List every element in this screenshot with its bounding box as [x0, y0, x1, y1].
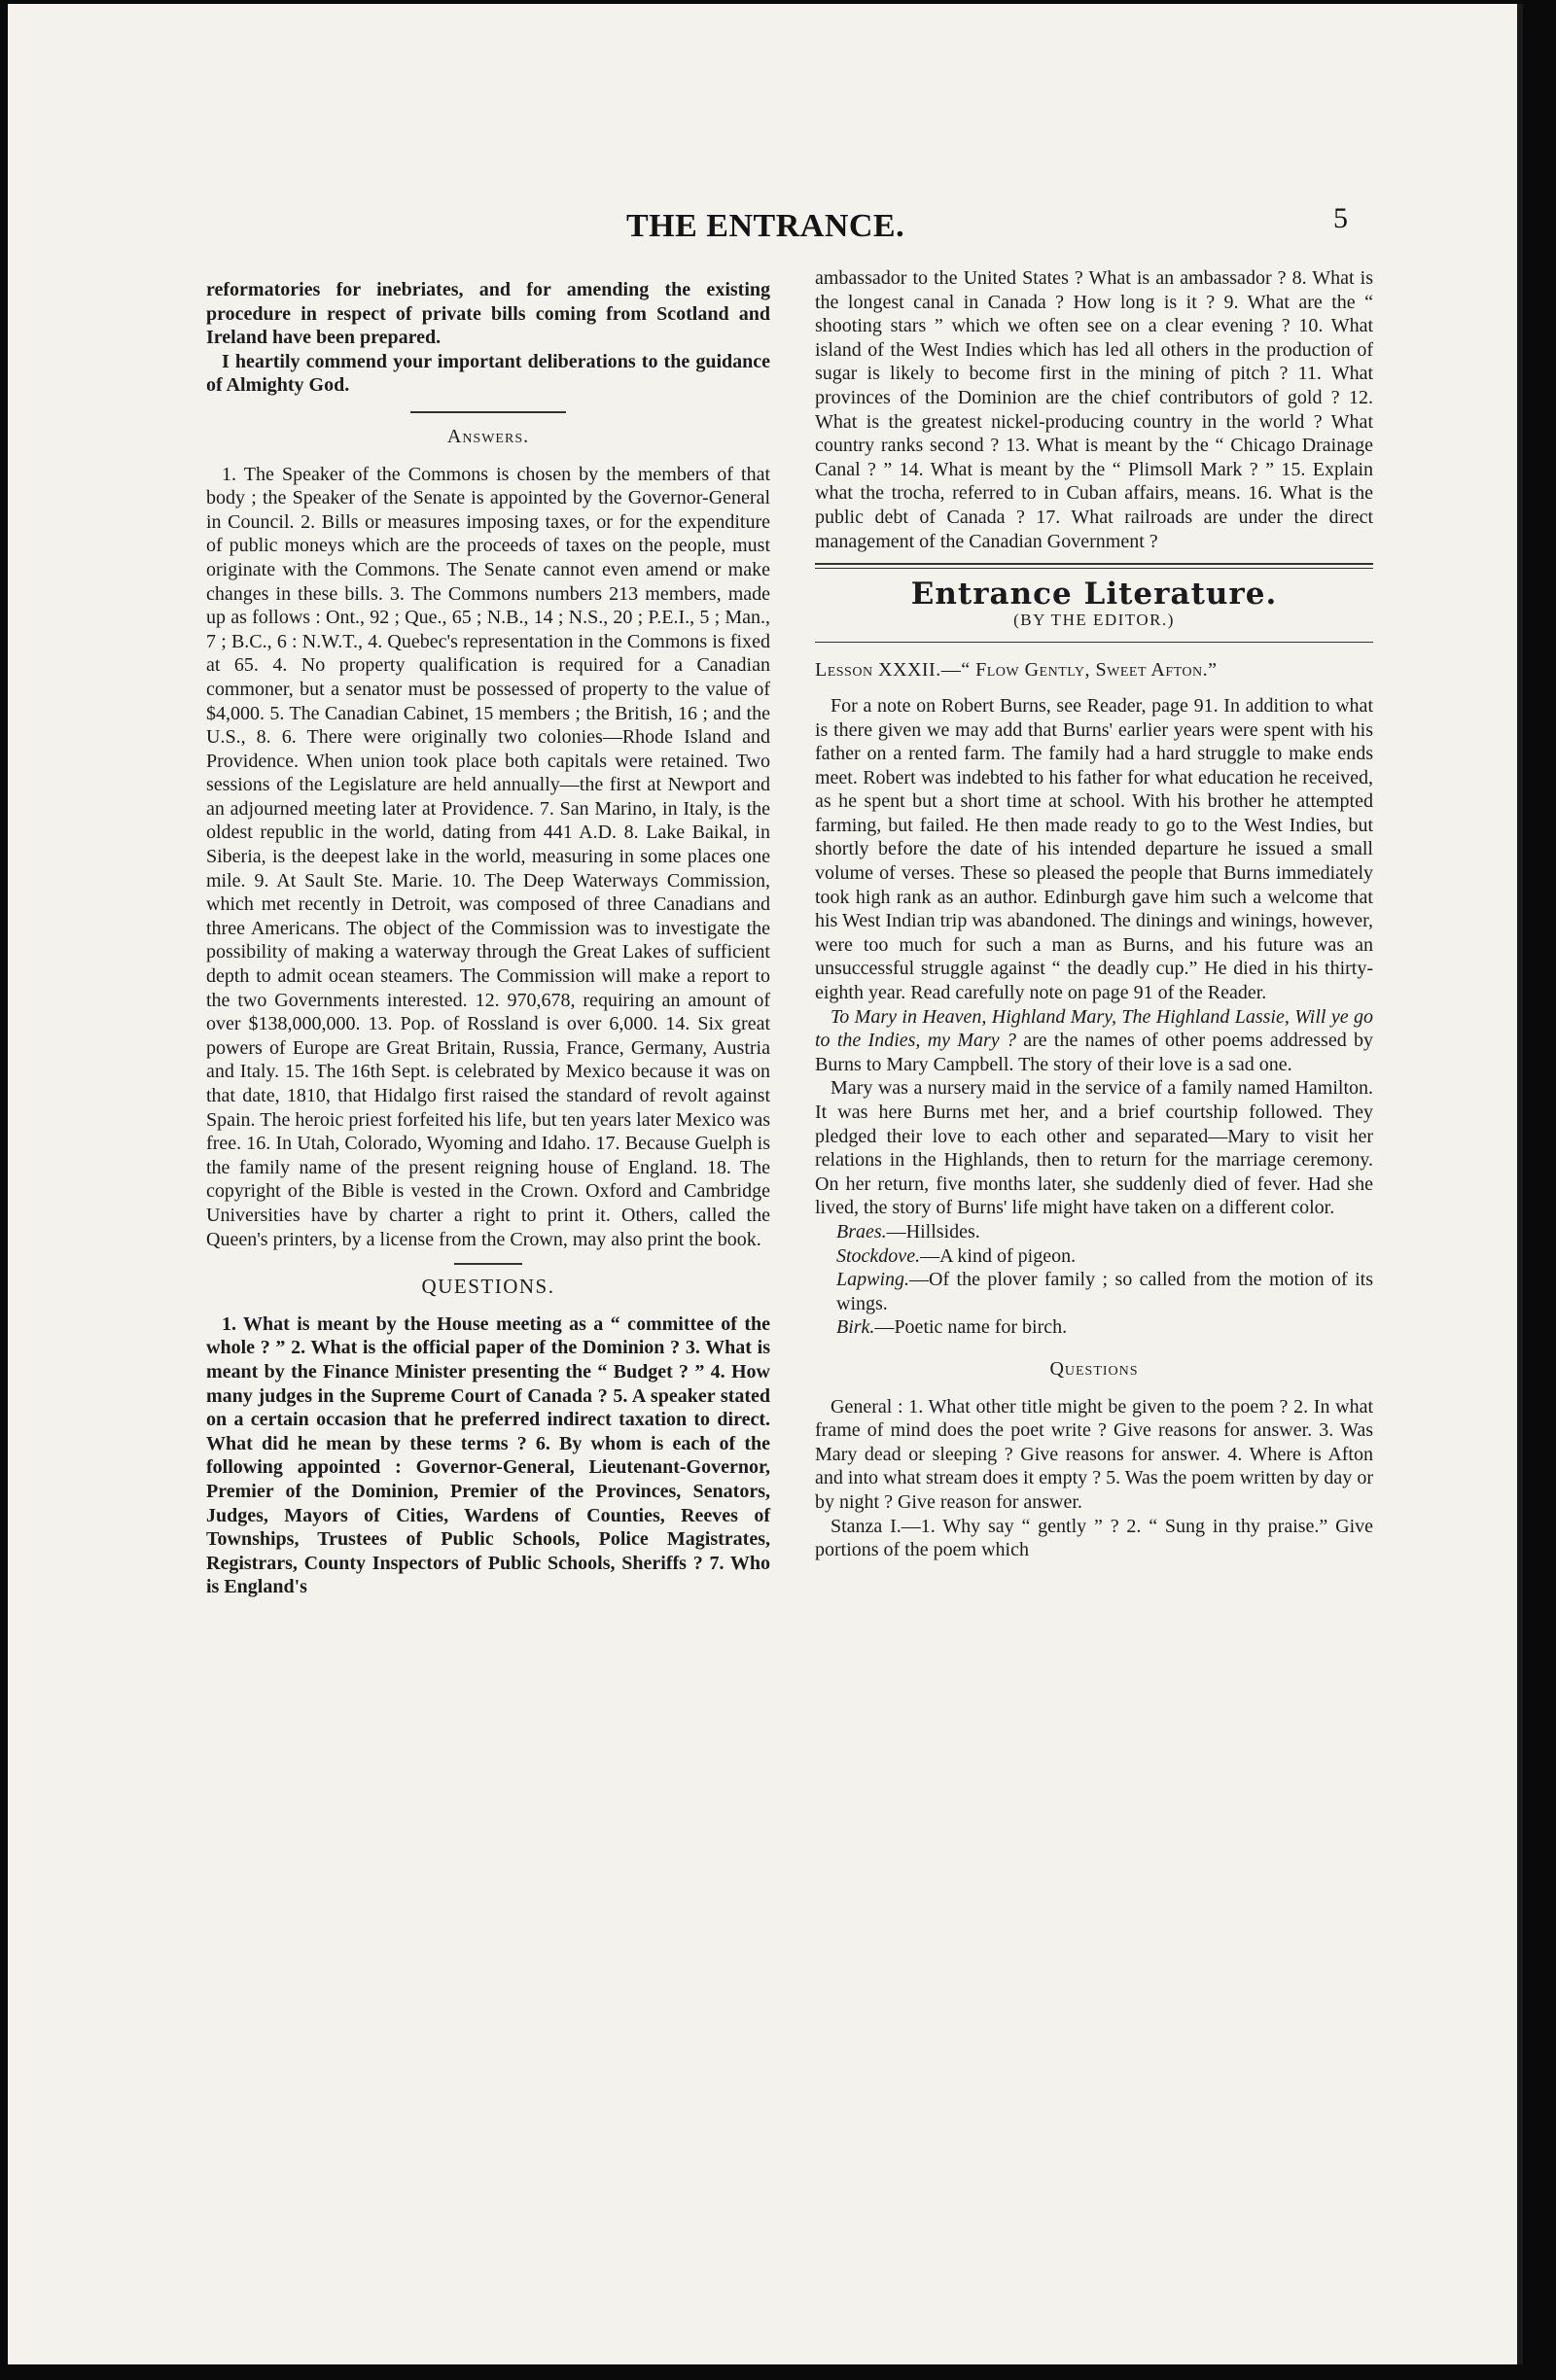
- answers-heading: Answers.: [446, 425, 530, 447]
- glossary-item: [815, 1268, 1373, 1315]
- opening-paragraph: reformatories for inebriates, and for amending the existing procedure in respect of private bills coming from Scotland and Ireland have been prepared.: [206, 279, 770, 349]
- section-divider: [410, 411, 566, 413]
- double-rule: [815, 563, 1373, 569]
- thin-rule: [815, 642, 1373, 643]
- poems-paragraph: [815, 1005, 1373, 1077]
- questions-text: 1. What is meant by the House meeting as a “ committee of the whole ? ” 2. What is the official paper of the Dominion ? 3. What is meant by the Finance Minister presenting the “ Budget ? ” 4. How many judges in the Supreme Court of Canada ? 5. A speaker stated on a certain occasion that he preferred indirect taxation to direct. What did he mean by these terms ? 6. By whom is each of the following appointed : Governor-General, Lieutenant-Governor, Premier of the Dominion, Premier of the Provinces, Senators, Judges, Mayors of Cities, Wardens of Counties, Reeves of Townships, Trustees of Public Schools, Police Magistrates, Registrars, County Inspectors of Public Schools, Sheriffs ? 7. Who is England's: [206, 1312, 770, 1598]
- glossary-term: Braes.: [836, 1220, 887, 1242]
- continued-questions: ambassador to the United States ? What is an ambassador ? 8. What is the longest canal in Canada ? How long is it ? 9. What are the “ shooting stars ” which we often see on a clear evening ? 10. What island of the West Indies which has led all others in the production of sugar is likely to become first in the mining of pitch ? 11. What provinces of the Dominion are the chief contributors of gold ? 12. What is the greatest nickel-producing country in the world ? What country ranks second ? 13. What is meant by the “ Chicago Drainage Canal ? ” 14. What is meant by the “ Plimsoll Mark ? ” 15. Explain what the trocha, referred to in Cuban affairs, means. 16. What is the public debt of Canada ? 17. What railroads are under the direct management of the Canadian Government ?: [815, 267, 1373, 552]
- mary-paragraph: Mary was a nursery maid in the service of a family named Hamilton. It was here Burns met her, and a brief courtship followed. They pledged their love to each other and separated—Mary to visit her relations in the Highlands, then to return for the marriage ceremony. On her return, five months later, she suddenly died of fever. Had she lived, the story of Burns' life might have taken on a different color.: [815, 1077, 1373, 1219]
- glossary-term: Birk.: [836, 1316, 875, 1339]
- stanza-questions: Stanza I.—1. Why say “ gently ” ? 2. “ Sung in thy praise.” Give portions of the poem which: [815, 1515, 1373, 1561]
- glossary-term: Stockdove.: [836, 1244, 921, 1267]
- poem-titles: To Mary in Heaven, Highland Mary, The Highland Lassie, Will ye go to the Indies, my Mary ?: [815, 1005, 1373, 1052]
- page-number: 5: [1333, 202, 1348, 234]
- document-page: [8, 4, 1523, 2364]
- burns-paragraph: For a note on Robert Burns, see Reader, page 91. In addition to what is there given we may add that Burns' earlier years were spent with his father on a rented farm. The family had a hard struggle to make ends meet. Robert was indebted to his father for what education he received, as he spent but a short time at school. With his brother he attempted farming, but failed. He then made ready to go to the West Indies, but shortly before the date of his intended departure he issued a small volume of verses. These so pleased the people that Burns immediately took high rank as an author. Edinburgh gave him such a welcome that his West Indian trip was abandoned. The dinings and winings, however, were too much for such a man as Burns, and his future was an unsuccessful struggle against “ the deadly cup.” He died in his thirty-eighth year. Read carefully note on page 91 of the Reader.: [815, 694, 1373, 1004]
- glossary-definition: —Hillsides.: [886, 1220, 980, 1242]
- page-header: [8, 202, 1517, 257]
- glossary-definition: —Poetic name for birch.: [874, 1316, 1068, 1339]
- glossary-definition: —Of the plover family ; so called from the motion of its wings.: [836, 1269, 1373, 1314]
- right-column: [815, 266, 1373, 1562]
- glossary-item: [815, 1220, 1373, 1244]
- commend-paragraph: I heartily commend your important deliberations to the guidance of Almighty God.: [206, 350, 770, 397]
- running-title: THE ENTRANCE.: [626, 208, 905, 244]
- glossary-item: [815, 1244, 1373, 1269]
- lesson-heading: Lesson XXXII.—“ Flow Gently, Sweet Afton.”: [815, 659, 1218, 682]
- literature-questions-heading: Questions: [1049, 1357, 1139, 1380]
- section-divider: [454, 1263, 522, 1265]
- section-title: Entrance Literature.: [910, 577, 1278, 612]
- glossary-item: [815, 1315, 1373, 1340]
- general-questions: General : 1. What other title might be given to the poem ? 2. In what frame of mind does the poet write ? Give reasons for answer. 3. Was Mary dead or sleeping ? Give reasons for answer. 4. Where is Afton and into what stream does it empty ? 5. Was the poem written by day or by night ? Give reason for answer.: [815, 1395, 1373, 1513]
- answers-text: 1. The Speaker of the Commons is chosen by the members of that body ; the Speaker of the Senate is appointed by the Governor-General in Council. 2. Bills or measures imposing taxes, or for the expenditure of public moneys which are the proceeds of taxes on the people, must originate with the Commons. The Senate cannot even amend or make changes in these bills. 3. The Commons numbers 213 members, made up as follows : Ont., 92 ; Que., 65 ; N.B., 14 ; N.S., 20 ; P.E.I., 5 ; Man., 7 ; B.C., 6 : N.W.T., 4. Quebec's representation in the Commons is fixed at 65. 4. No property qualification is required for a Canadian commoner, but a senator must be possessed of property to the value of $4,000. 5. The Canadian Cabinet, 15 members ; the British, 16 ; and the U.S., 8. 6. There were originally two colonies—Rhode Island and Providence. When union took place both capitals were retained. Two sessions of the Legislature are held annually—the first at Newport and an adjourned meeting later at Providence. 7. San Marino, in Italy, is the oldest republic in the world, dating from 441 A.D. 8. Lake Baikal, in Siberia, is the deepest lake in the world, measuring in some places one mile. 9. At Sault Ste. Marie. 10. The Deep Waterways Commission, which met recently in Detroit, was composed of three Canadians and three Americans. The object of the Commission was to investigate the possibility of making a waterway through the Great Lakes of sufficient depth to admit ocean steamers. The Commission will make a report to the two Governments interested. 12. 970,678, requiring an amount of over $138,000,000. 13. Pop. of Rossland is over 6,000. 14. Six great powers of Europe are Great Britain, Russia, France, Germany, Austria and Italy. 15. The 16th Sept. is celebrated by Mexico because it was on that date, 1810, that Hidalgo first raised the standard of revolt against Spain. The heroic priest forfeited his life, but ten years later Mexico was free. 16. In Utah, Colorado, Wyoming and Idaho. 17. Because Guelph is the family name of the present reigning house of England. 18. The copyright of the Bible is vested in the Crown. Oxford and Cambridge Universities have by charter a right to print it. Others, called the Queen's printers, by a license from the Crown, may also print the book.: [206, 463, 770, 1250]
- questions-heading: QUESTIONS.: [421, 1275, 555, 1299]
- glossary-definition: —A kind of pigeon.: [920, 1244, 1077, 1267]
- byline: (BY THE EDITOR.): [1013, 610, 1175, 629]
- poems-rest: are the names of other poems addressed by Burns to Mary Campbell. The story of their love is a sad one.: [815, 1030, 1373, 1075]
- glossary-term: Lapwing.: [836, 1269, 910, 1291]
- left-column: [206, 278, 770, 1599]
